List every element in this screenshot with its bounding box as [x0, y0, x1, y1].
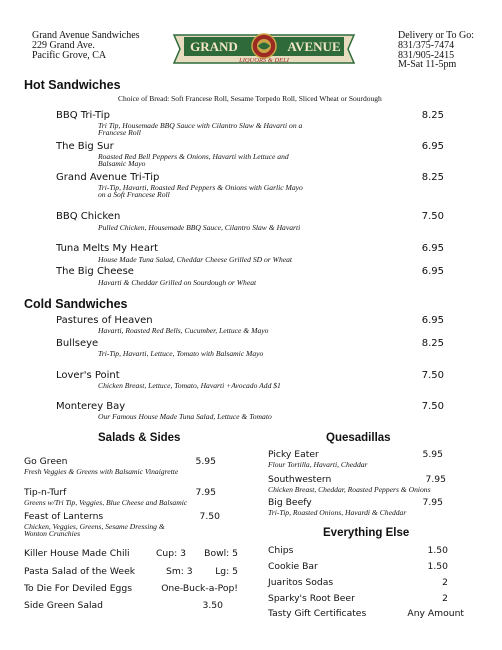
item-price: 1.50 [427, 561, 448, 572]
bread-note: Choice of Bread: Soft Francese Roll, Sesame Torpedo Roll, Sliced Wheat or Sourdough [118, 94, 382, 103]
item-description: Chicken Breast, Lettuce, Tomato, Havarti +Avocado Add $1 [98, 381, 281, 390]
item-price: 6.95 [421, 315, 444, 326]
item-name: Tip-n-Turf [24, 487, 67, 498]
item-price: 7.50 [421, 370, 444, 381]
quesadillas-heading: Quesadillas [326, 432, 391, 444]
item-name: Bullseye [56, 338, 99, 349]
item-name: BBQ Chicken [56, 211, 121, 222]
item-description: Chicken Breast, Cheddar, Roasted Peppers & Onions [268, 485, 431, 494]
item-name: Picky Eater [268, 449, 319, 460]
item-price: 8.25 [421, 338, 444, 349]
side-option-2: Lg: 5 [215, 566, 238, 577]
item-price: 6.95 [421, 243, 444, 254]
side-name: Killer House Made Chili [24, 548, 130, 559]
side-option-2: Bowl: 5 [204, 548, 238, 559]
item-name: Juaritos Sodas [268, 577, 334, 588]
side-option-1: Cup: 3 [156, 548, 186, 559]
item-description: Pulled Chicken, Housemade BBQ Sauce, Cilantro Slaw & Havarti [98, 223, 301, 232]
item-description-line2: Wonton Crunchies [24, 529, 81, 538]
side-option-2: One-Buck-a-Pop! [161, 583, 238, 594]
logo-word-avenue: AVENUE [287, 39, 341, 54]
item-description: Tri Tip, Housemade BBQ Sauce with Cilantro Slaw & Havarti on a [98, 121, 303, 130]
item-description-line2: Balsamic Mayo [98, 159, 146, 168]
item-price: 7.95 [425, 474, 446, 485]
business-name: Grand Avenue Sandwiches [32, 30, 140, 41]
logo-tagline: LIQUORS & DELI [239, 57, 289, 64]
item-name: Chips [268, 545, 294, 556]
phone-2: 831/905-2415 [398, 50, 455, 61]
item-name: Big Beefy [268, 497, 312, 508]
address-line1: 229 Grand Ave. [32, 40, 95, 51]
item-price: 1.50 [427, 545, 448, 556]
item-price: 6.95 [421, 141, 444, 152]
item-name: Tasty Gift Certificates [268, 608, 367, 619]
side-name: Pasta Salad of the Week [24, 566, 136, 577]
side-option-2: 3.50 [202, 600, 223, 611]
item-description: House Made Tuna Salad, Cheddar Cheese Grilled SD or Wheat [98, 255, 293, 264]
delivery-label: Delivery or To Go: [398, 30, 475, 41]
cold-sandwiches-heading: Cold Sandwiches [24, 297, 128, 311]
item-price: 2 [442, 593, 448, 604]
item-description: Our Famous House Made Tuna Salad, Lettuce & Tomato [98, 412, 272, 421]
everything-else-heading: Everything Else [323, 527, 410, 539]
item-description: Chicken, Veggies, Greens, Sesame Dressing & [24, 522, 165, 531]
item-description: Tri-Tip, Roasted Onions, Havardi & Cheddar [268, 508, 407, 517]
side-option-1: Sm: 3 [166, 566, 193, 577]
logo-word-grand: GRAND [190, 39, 238, 54]
item-description: Roasted Red Bell Peppers & Onions, Havarti with Lettuce and [98, 152, 289, 161]
item-price: 8.25 [421, 172, 444, 183]
phone-1: 831/375-7474 [398, 40, 455, 51]
side-name: To Die For Deviled Eggs [24, 583, 132, 594]
item-description: Havarti, Roasted Red Bells, Cucumber, Lettuce & Mayo [98, 326, 269, 335]
item-name: Go Green [24, 456, 68, 467]
item-description-line2: on a Soft Francese Roll [98, 190, 170, 199]
grand-avenue-logo [170, 27, 358, 69]
item-name: Tuna Melts My Heart [56, 243, 158, 254]
item-price: 7.95 [422, 497, 443, 508]
item-price: 8.25 [421, 110, 444, 121]
item-price: 6.95 [421, 266, 444, 277]
item-name: Grand Avenue Tri-Tip [56, 172, 160, 183]
item-price: 7.50 [421, 211, 444, 222]
item-description-line2: Francese Roll [98, 128, 141, 137]
item-description: Flour Tortilla, Havarti, Cheddar [268, 460, 368, 469]
item-name: BBQ Tri-Tip [56, 110, 110, 121]
item-price: 7.95 [195, 487, 216, 498]
item-name: Lover's Point [56, 370, 120, 381]
item-name: Southwestern [268, 474, 332, 485]
item-name: The Big Sur [56, 141, 114, 152]
item-name: Feast of Lanterns [24, 511, 104, 522]
side-name: Side Green Salad [24, 600, 104, 611]
item-description: Tri-Tip, Havarti, Lettuce, Tomato with Balsamic Mayo [98, 349, 264, 358]
salads-sides-heading: Salads & Sides [98, 432, 181, 444]
address-line2: Pacific Grove, CA [32, 50, 107, 61]
item-price: 7.50 [199, 511, 220, 522]
item-description: Tri-Tip, Havarti, Roasted Red Peppers & Onions with Garlic Mayo [98, 183, 303, 192]
item-name: Pastures of Heaven [56, 315, 153, 326]
item-description: Fresh Veggies & Greens with Balsamic Vinaigrette [24, 467, 179, 476]
hours: M-Sat 11-5pm [398, 59, 457, 70]
item-price: 2 [442, 577, 448, 588]
item-price: 7.50 [421, 401, 444, 412]
item-price: 5.95 [195, 456, 216, 467]
item-price: Any Amount [407, 608, 464, 619]
item-name: Cookie Bar [268, 561, 318, 572]
item-name: Monterey Bay [56, 401, 126, 412]
item-price: 5.95 [422, 449, 443, 460]
item-name: The Big Cheese [56, 266, 134, 277]
item-description: Havarti & Cheddar Grilled on Sourdough or Wheat [98, 278, 257, 287]
hot-sandwiches-heading: Hot Sandwiches [24, 78, 121, 92]
item-name: Sparky's Root Beer [268, 593, 355, 604]
item-description: Greens w/Tri Tip, Veggies, Blue Cheese and Balsamic [24, 498, 188, 507]
